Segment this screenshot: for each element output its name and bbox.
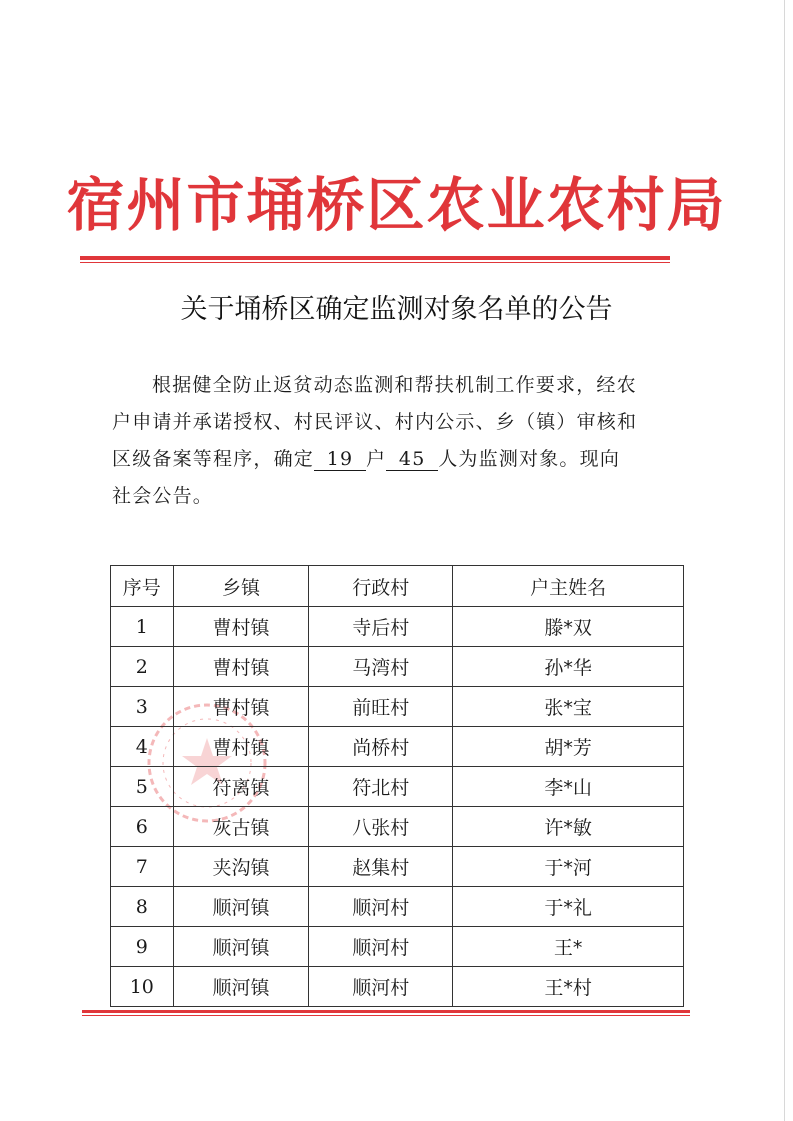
cell-town: 夹沟镇 xyxy=(173,847,309,887)
cell-town: 符离镇 xyxy=(173,767,309,807)
cell-no: 7 xyxy=(111,847,174,887)
cell-no: 8 xyxy=(111,887,174,927)
person-count: 45 xyxy=(386,448,438,471)
cell-town: 曹村镇 xyxy=(173,647,309,687)
cell-no: 1 xyxy=(111,607,174,647)
footer-rule-thin xyxy=(82,1015,690,1016)
table-row xyxy=(111,887,684,927)
cell-town: 曹村镇 xyxy=(173,607,309,647)
letterhead-rule-thick xyxy=(80,256,670,260)
table-row xyxy=(111,687,684,727)
cell-householder: 胡*芳 xyxy=(453,727,684,767)
cell-householder: 张*宝 xyxy=(453,687,684,727)
footer-rule-thick xyxy=(82,1010,690,1013)
paragraph-line-3 xyxy=(112,441,682,478)
cell-town: 顺河镇 xyxy=(173,927,309,967)
cell-village: 八张村 xyxy=(309,807,453,847)
cell-no: 9 xyxy=(111,927,174,967)
cell-town: 曹村镇 xyxy=(173,687,309,727)
cell-no: 5 xyxy=(111,767,174,807)
table-row xyxy=(111,807,684,847)
table-row xyxy=(111,727,684,767)
cell-village: 寺后村 xyxy=(309,607,453,647)
cell-village: 马湾村 xyxy=(309,647,453,687)
cell-householder: 于*礼 xyxy=(453,887,684,927)
cell-town: 灰古镇 xyxy=(173,807,309,847)
cell-householder: 李*山 xyxy=(453,767,684,807)
cell-householder: 于*河 xyxy=(453,847,684,887)
cell-no: 3 xyxy=(111,687,174,727)
cell-village: 尚桥村 xyxy=(309,727,453,767)
cell-town: 顺河镇 xyxy=(173,967,309,1007)
document-title: 关于埇桥区确定监测对象名单的公告 xyxy=(180,294,613,325)
cell-village: 赵集村 xyxy=(309,847,453,887)
cell-village: 顺河村 xyxy=(309,887,453,927)
cell-town: 曹村镇 xyxy=(173,727,309,767)
paragraph-line-2: 户申请并承诺授权、村民评议、村内公示、乡（镇）审核和 xyxy=(112,411,638,433)
cell-no: 6 xyxy=(111,807,174,847)
cell-householder: 滕*双 xyxy=(453,607,684,647)
cell-village: 符北村 xyxy=(309,767,453,807)
letterhead-red-rule xyxy=(80,256,670,264)
cell-village: 前旺村 xyxy=(309,687,453,727)
column-header-householder: 户主姓名 xyxy=(453,566,684,607)
table-row xyxy=(111,967,684,1007)
household-count: 19 xyxy=(314,448,366,471)
announcement-paragraph xyxy=(112,367,682,515)
table-row xyxy=(111,607,684,647)
monitoring-list-table xyxy=(110,565,684,1007)
paragraph-line-4: 社会公告。 xyxy=(112,485,214,507)
table-header-row xyxy=(111,566,684,607)
paragraph-line-3-end: 人为监测对象。现向 xyxy=(438,448,621,470)
cell-village: 顺河村 xyxy=(309,967,453,1007)
household-unit: 户 xyxy=(366,448,387,470)
column-header-no: 序号 xyxy=(111,566,174,607)
column-header-village: 行政村 xyxy=(309,566,453,607)
table-row xyxy=(111,647,684,687)
table-row xyxy=(111,847,684,887)
agency-letterhead: 宿州市埇桥区农业农村局 xyxy=(66,171,727,239)
footer-red-rule xyxy=(82,1010,690,1016)
cell-no: 4 xyxy=(111,727,174,767)
table-row xyxy=(111,927,684,967)
cell-householder: 王* xyxy=(453,927,684,967)
cell-village: 顺河村 xyxy=(309,927,453,967)
letterhead-rule-thin xyxy=(80,262,670,263)
cell-householder: 王*村 xyxy=(453,967,684,1007)
table-row xyxy=(111,767,684,807)
cell-householder: 许*敏 xyxy=(453,807,684,847)
paragraph-line-3-start: 区级备案等程序，确定 xyxy=(112,448,315,470)
cell-no: 10 xyxy=(111,967,174,1007)
cell-householder: 孙*华 xyxy=(453,647,684,687)
column-header-town: 乡镇 xyxy=(173,566,309,607)
cell-no: 2 xyxy=(111,647,174,687)
paragraph-line-1: 根据健全防止返贫动态监测和帮扶机制工作要求，经农 xyxy=(152,374,637,396)
cell-town: 顺河镇 xyxy=(173,887,309,927)
